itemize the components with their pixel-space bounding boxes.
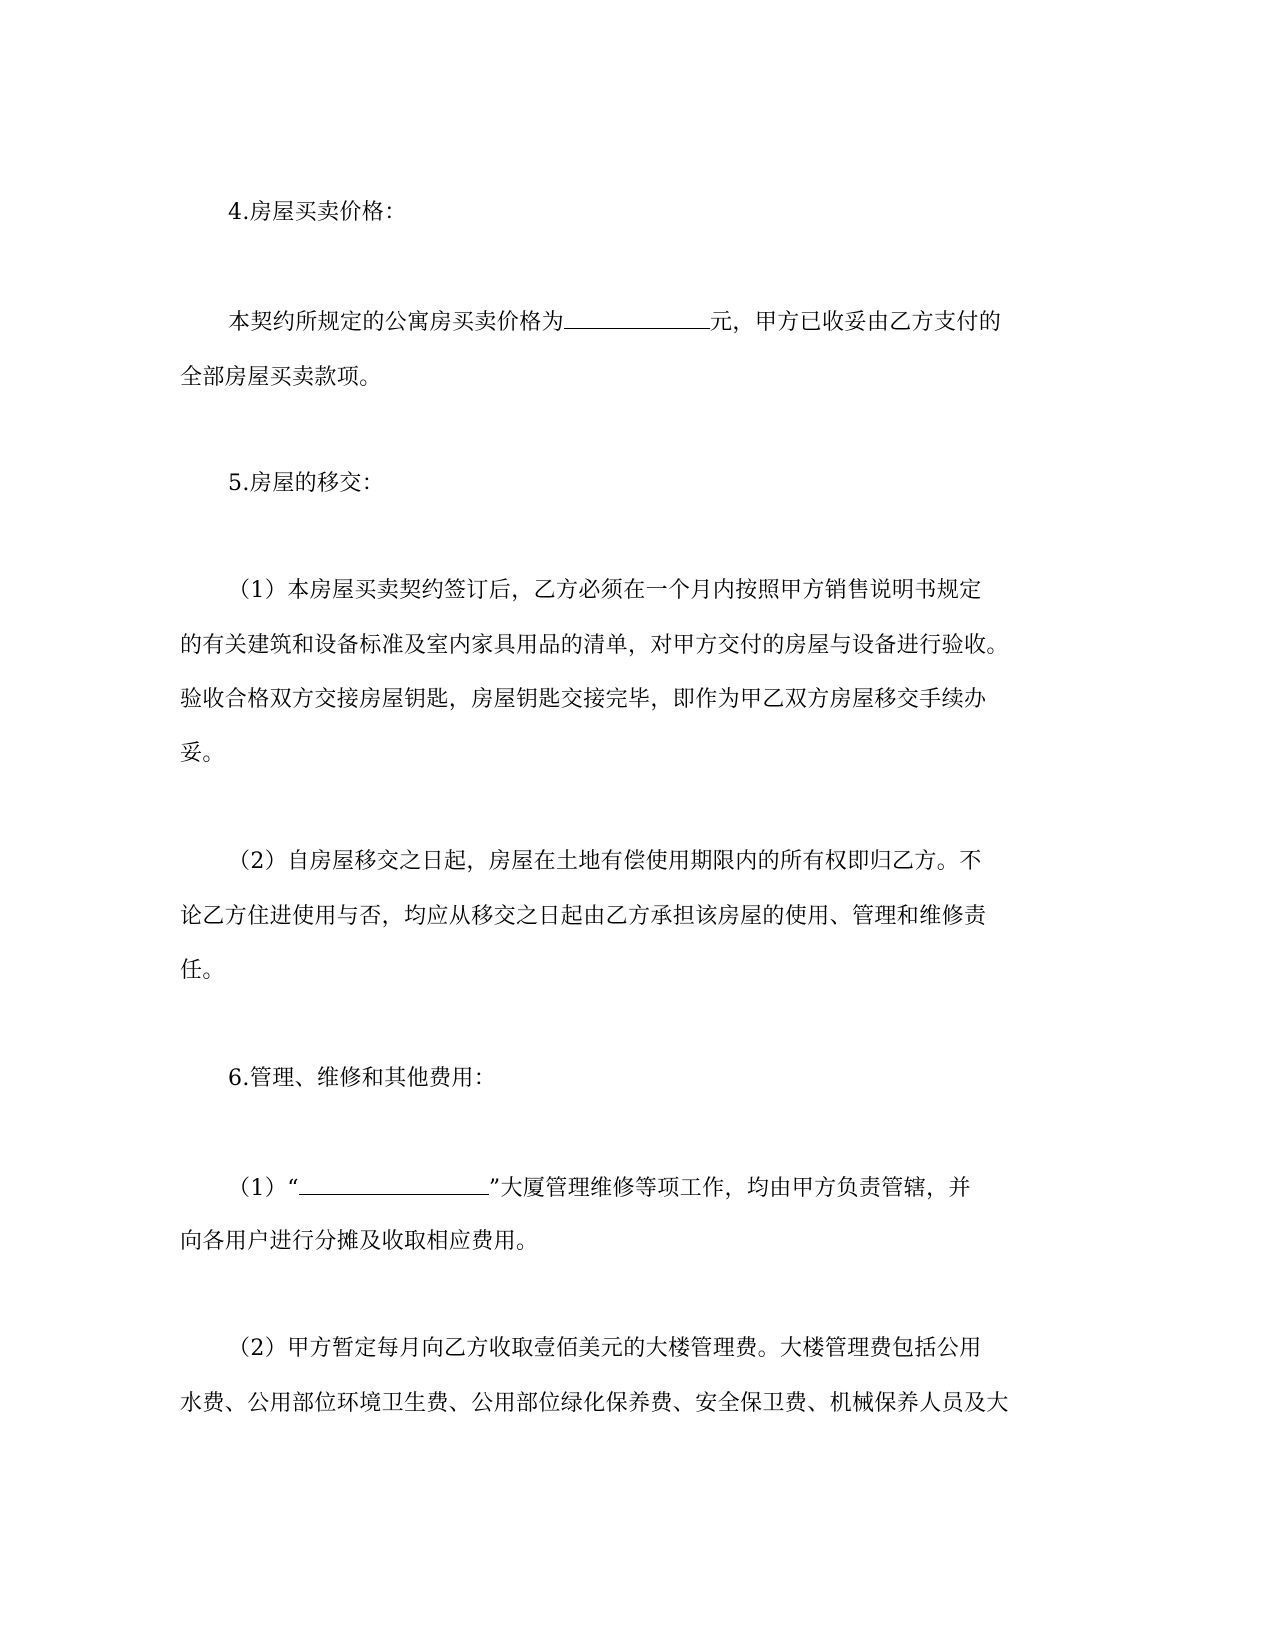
section-5-item-1-line-3: 验收合格双方交接房屋钥匙，房屋钥匙交接完毕，即作为甲乙双方房屋移交手续办	[180, 687, 987, 712]
section-6-item-2-line-1: （2）甲方暂定每月向乙方收取壹佰美元的大楼管理费。大楼管理费包括公用	[228, 1336, 982, 1361]
section-4-text-a: 本契约所规定的公寓房买卖价格为	[228, 310, 565, 335]
section-5-item-1-line-1: （1）本房屋买卖契约签订后，乙方必须在一个月内按照甲方销售说明书规定	[228, 578, 982, 603]
section-5-item-2-line-1: （2）自房屋移交之日起，房屋在土地有偿使用期限内的所有权即归乙方。不	[228, 849, 982, 874]
section-4-text-b: 元，甲方已收妥由乙方支付的	[710, 310, 1002, 335]
section-6-item-2-line-2: 水费、公用部位环境卫生费、公用部位绿化保养费、安全保卫费、机械保养人员及大	[180, 1391, 1009, 1416]
section-6-item-1-text-a: （1）“	[228, 1176, 299, 1201]
section-5-item-1-line-2: 的有关建筑和设备标准及室内家具用品的清单，对甲方交付的房屋与设备进行验收。	[180, 633, 1009, 658]
price-blank-field[interactable]	[564, 306, 710, 329]
section-5-item-1-line-4: 妥。	[180, 741, 225, 766]
building-name-blank-field[interactable]	[299, 1172, 489, 1195]
section-4-heading: 4.房屋买卖价格：	[228, 200, 407, 225]
section-5-heading: 5.房屋的移交：	[228, 471, 385, 496]
section-6-item-1-text-b: ”大厦管理维修等项工作，均由甲方负责管辖，并	[488, 1176, 971, 1201]
section-5-item-2-line-2: 论乙方住进使用与否，均应从移交之日起由乙方承担该房屋的使用、管理和维修责	[180, 904, 987, 929]
section-6-item-1-line-2: 向各用户进行分摊及收取相应费用。	[180, 1229, 539, 1254]
section-6-heading: 6.管理、维修和其他费用：	[228, 1066, 497, 1091]
section-5-item-2-line-3: 任。	[180, 958, 225, 983]
section-4-paragraph-line-2: 全部房屋买卖款项。	[180, 365, 382, 390]
section-6-item-1-line-1	[228, 1172, 971, 1204]
section-4-paragraph-line-1	[228, 306, 1001, 338]
